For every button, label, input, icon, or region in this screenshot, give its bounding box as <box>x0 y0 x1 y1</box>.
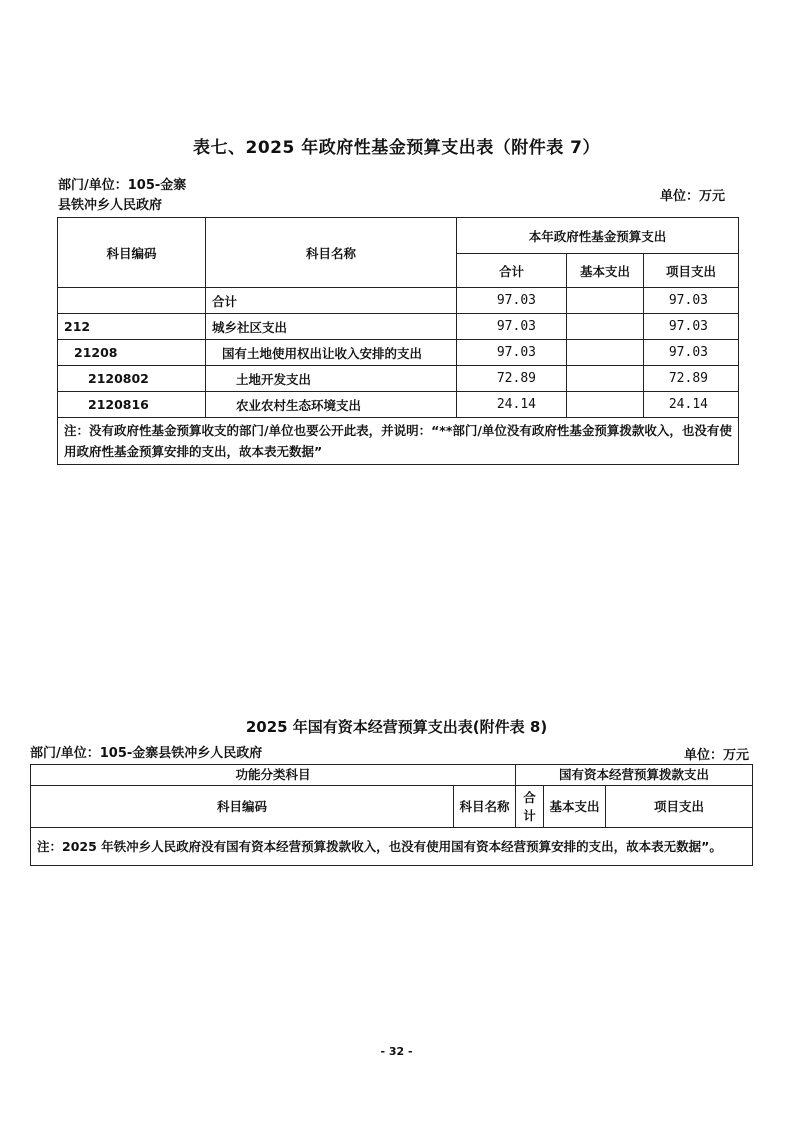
header-group: 本年政府性基金预算支出 <box>457 218 739 254</box>
row-name: 合计 <box>206 288 457 314</box>
header-name: 科目名称 <box>206 218 457 288</box>
table-row <box>58 288 739 314</box>
table7-unit: 单位：万元 <box>660 189 726 204</box>
header-total: 合计 <box>457 254 567 288</box>
row-code: 21208 <box>58 340 206 366</box>
row-project: 24.14 <box>644 392 739 418</box>
table7-note: 注：没有政府性基金预算收支的部门/单位也要公开此表，并说明：“**部门/单位没有政府性基金预算拨款收入，也没有使用政府性基金预算安排的支出，故本表无数据” <box>58 418 739 465</box>
header-code: 科目编码 <box>58 218 206 288</box>
row-total: 72.89 <box>457 366 567 392</box>
table8 <box>30 764 753 866</box>
header-group: 国有资本经营预算拨款支出 <box>516 765 753 786</box>
table7-dept <box>58 176 186 216</box>
row-code: 212 <box>58 314 206 340</box>
row-basic <box>567 366 644 392</box>
row-project: 97.03 <box>644 288 739 314</box>
table8-title: 2025 年国有资本经营预算支出表(附件表 8) <box>245 718 548 736</box>
row-code: 2120816 <box>58 392 206 418</box>
table-row <box>58 340 739 366</box>
header-basic: 基本支出 <box>567 254 644 288</box>
header-func: 功能分类科目 <box>31 765 516 786</box>
table-row <box>58 314 739 340</box>
page-number: - 32 - <box>380 1045 413 1058</box>
row-name: 农业农村生态环境支出 <box>206 392 457 418</box>
row-code <box>58 288 206 314</box>
table8-unit: 单位：万元 <box>684 748 750 763</box>
row-total: 97.03 <box>457 314 567 340</box>
row-total: 97.03 <box>457 340 567 366</box>
row-project: 72.89 <box>644 366 739 392</box>
header-basic: 基本支出 <box>544 786 606 828</box>
row-name: 城乡社区支出 <box>206 314 457 340</box>
header-name: 科目名称 <box>454 786 516 828</box>
row-project: 97.03 <box>644 340 739 366</box>
header-total: 合计 <box>516 786 544 828</box>
table-row <box>58 392 739 418</box>
table-row <box>58 366 739 392</box>
row-code: 2120802 <box>58 366 206 392</box>
row-total: 97.03 <box>457 288 567 314</box>
header-project: 项目支出 <box>606 786 753 828</box>
table8-note: 注：2025 年铁冲乡人民政府没有国有资本经营预算拨款收入，也没有使用国有资本经营预算安排的支出，故本表无数据”。 <box>31 828 753 866</box>
header-code: 科目编码 <box>31 786 454 828</box>
table7-title: 表七、2025 年政府性基金预算支出表（附件表 7） <box>193 138 600 158</box>
table7-dept-line1: 部门/单位：105-金寨 <box>58 178 187 193</box>
header-project: 项目支出 <box>644 254 739 288</box>
row-basic <box>567 392 644 418</box>
row-project: 97.03 <box>644 314 739 340</box>
row-name: 国有土地使用权出让收入安排的支出 <box>206 340 457 366</box>
table8-dept: 部门/单位：105-金寨县铁冲乡人民政府 <box>30 746 263 761</box>
table7 <box>57 217 739 465</box>
row-basic <box>567 288 644 314</box>
row-total: 24.14 <box>457 392 567 418</box>
table7-dept-line2: 县铁冲乡人民政府 <box>58 198 163 213</box>
row-basic <box>567 340 644 366</box>
row-basic <box>567 314 644 340</box>
row-name: 土地开发支出 <box>206 366 457 392</box>
